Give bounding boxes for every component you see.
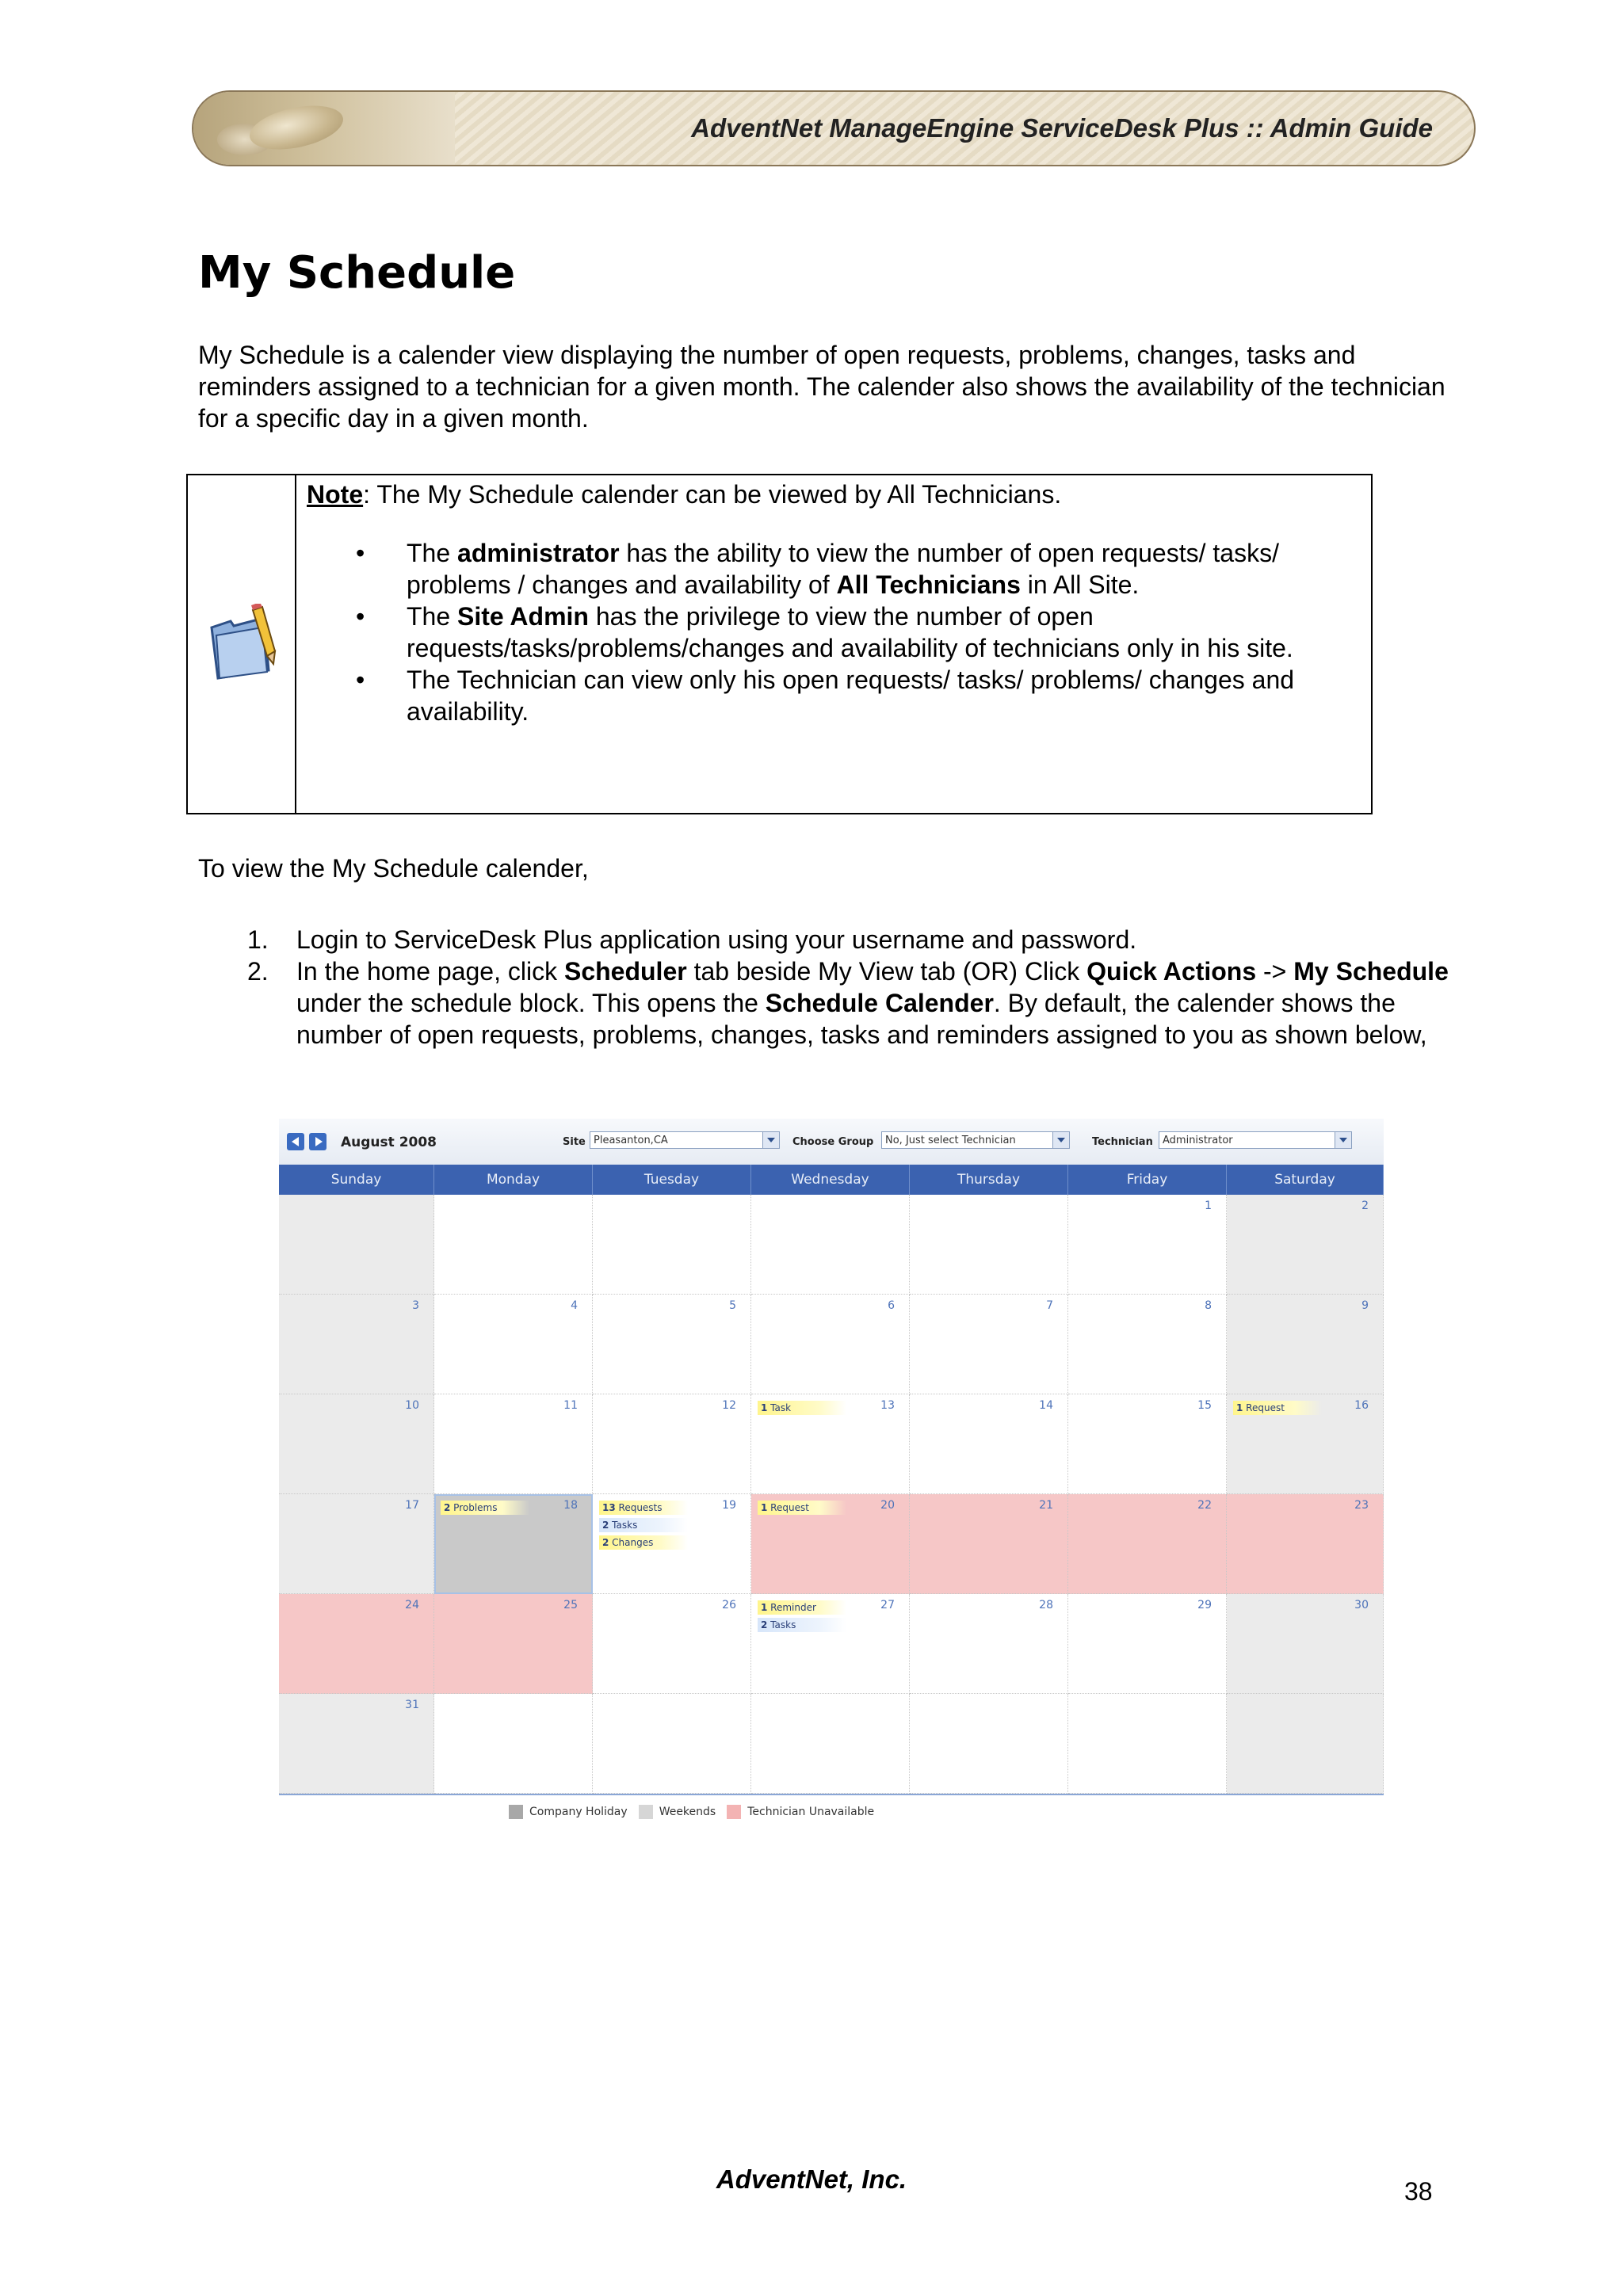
group-select[interactable]: [881, 1131, 1070, 1149]
site-select[interactable]: [590, 1131, 780, 1149]
day-number: 1: [1205, 1199, 1212, 1212]
day-number: 17: [405, 1499, 419, 1512]
calendar-day-cell[interactable]: [1068, 1694, 1227, 1794]
schedule-calendar: [279, 1119, 1384, 1824]
day-number: 8: [1205, 1299, 1212, 1312]
calendar-day-cell[interactable]: [593, 1594, 751, 1694]
calendar-day-cell[interactable]: [279, 1494, 434, 1594]
calendar-day-cell[interactable]: [434, 1694, 593, 1794]
legend-swatch: [509, 1805, 523, 1819]
calendar-day-cell[interactable]: [593, 1694, 751, 1794]
day-number: 27: [880, 1599, 895, 1611]
badge-label: Reminder: [767, 1602, 816, 1613]
note-bullet: [307, 601, 1355, 664]
calendar-day-cell[interactable]: [279, 1295, 434, 1394]
day-number: 24: [405, 1599, 419, 1611]
badge-count: 2: [444, 1502, 451, 1513]
badge-label: Tasks: [767, 1619, 796, 1630]
day-number: 18: [563, 1499, 578, 1512]
step-bold-term: Scheduler: [563, 957, 687, 986]
schedule-count-badge[interactable]: [758, 1618, 846, 1632]
calendar-grid: [279, 1195, 1384, 1794]
day-number: 20: [880, 1499, 895, 1512]
note-bullet: [307, 537, 1355, 601]
day-number: 10: [405, 1399, 419, 1412]
calendar-day-cell[interactable]: [279, 1394, 434, 1494]
badge-count: 1: [761, 1502, 768, 1513]
calendar-day-cell[interactable]: [593, 1295, 751, 1394]
weekday-friday: Friday: [1068, 1165, 1227, 1195]
chevron-down-icon: [1052, 1132, 1069, 1148]
step-text-run: under the schedule block. This opens the: [296, 989, 766, 1017]
step-item: [198, 924, 1450, 955]
group-label: Choose Group: [792, 1136, 874, 1148]
step-bold-term: My Schedule: [1293, 957, 1449, 986]
page-title: My Schedule: [198, 247, 516, 299]
calendar-day-cell[interactable]: [1227, 1494, 1384, 1594]
site-label: Site: [563, 1136, 586, 1148]
calendar-day-cell[interactable]: [1068, 1195, 1227, 1295]
step-text-run: . By default, the calender shows the number of open requests, problems, changes, tasks and reminders assigned to you as shown below,: [296, 989, 1427, 1049]
day-number: 23: [1354, 1499, 1369, 1512]
calendar-day-cell[interactable]: [434, 1494, 593, 1594]
day-number: 9: [1361, 1299, 1369, 1312]
day-number: 13: [880, 1399, 895, 1412]
footer-company: AdventNet, Inc.: [716, 2164, 907, 2194]
note-heading-text: : The My Schedule calender can be viewed by All Technicians.: [363, 480, 1062, 509]
previous-month-button[interactable]: [287, 1133, 304, 1150]
badge-count: 2: [602, 1520, 609, 1531]
weekday-sunday: Sunday: [279, 1165, 434, 1195]
note-text-run: in All Site.: [1020, 570, 1140, 599]
weekday-thursday: Thursday: [910, 1165, 1068, 1195]
note-bold-term: Site Admin: [457, 602, 589, 631]
badge-count: 2: [602, 1537, 609, 1548]
day-number: 7: [1046, 1299, 1053, 1312]
day-number: 31: [405, 1699, 419, 1711]
calendar-day-cell[interactable]: [751, 1494, 910, 1594]
step-text-run: Login to ServiceDesk Plus application using your username and password.: [296, 925, 1137, 954]
calendar-day-cell[interactable]: [751, 1295, 910, 1394]
day-number: 15: [1197, 1399, 1212, 1412]
weekday-tuesday: Tuesday: [593, 1165, 751, 1195]
day-number: 2: [1361, 1199, 1369, 1212]
calendar-day-cell[interactable]: [434, 1195, 593, 1295]
badge-label: Request: [767, 1502, 809, 1513]
schedule-count-badge[interactable]: [599, 1501, 688, 1515]
calendar-day-cell[interactable]: [1227, 1295, 1384, 1394]
calendar-day-cell[interactable]: [279, 1195, 434, 1295]
badge-count: 2: [761, 1619, 768, 1630]
note-pencil-folder-icon: [207, 604, 278, 683]
calendar-day-cell[interactable]: [1227, 1394, 1384, 1494]
chevron-down-icon: [762, 1132, 779, 1148]
calendar-day-cell[interactable]: [910, 1195, 1068, 1295]
badge-label: Requests: [615, 1502, 663, 1513]
note-bold-term: All Technicians: [836, 570, 1021, 599]
technician-label: Technician: [1092, 1136, 1153, 1148]
note-text-run: has the ability to view the number of open requests/ tasks/ problems / changes and availability of: [407, 539, 1279, 599]
note-text-run: The: [407, 602, 458, 631]
legend-label: Technician Unavailable: [747, 1806, 875, 1818]
note-heading: [307, 479, 1355, 510]
legend-item: [727, 1805, 874, 1819]
calendar-day-cell[interactable]: [910, 1295, 1068, 1394]
calendar-day-cell[interactable]: [1068, 1394, 1227, 1494]
schedule-count-badge[interactable]: [1233, 1401, 1322, 1415]
note-box: [186, 474, 1373, 814]
calendar-day-cell[interactable]: [751, 1594, 910, 1694]
header-banner: [192, 90, 1476, 166]
site-select-value: Pleasanton,CA: [594, 1135, 668, 1146]
badge-count: 1: [1236, 1402, 1243, 1413]
note-bold-term: administrator: [457, 539, 620, 567]
calendar-toolbar: [279, 1119, 1384, 1165]
badge-count: 13: [602, 1502, 616, 1513]
day-number: 26: [722, 1599, 736, 1611]
step-bold-term: Quick Actions: [1086, 957, 1257, 986]
day-number: 21: [1039, 1499, 1053, 1512]
day-number: 30: [1354, 1599, 1369, 1611]
calendar-day-cell[interactable]: [751, 1195, 910, 1295]
technician-select[interactable]: [1159, 1131, 1352, 1149]
day-number: 16: [1354, 1399, 1369, 1412]
day-number: 12: [722, 1399, 736, 1412]
day-number: 14: [1039, 1399, 1053, 1412]
calendar-day-cell[interactable]: [279, 1594, 434, 1694]
calendar-day-cell[interactable]: [593, 1195, 751, 1295]
badge-label: Changes: [609, 1537, 654, 1548]
calendar-day-cell[interactable]: [593, 1394, 751, 1494]
day-number: 5: [729, 1299, 736, 1312]
calendar-day-cell[interactable]: [910, 1594, 1068, 1694]
weekday-header: [279, 1165, 1384, 1195]
note-text-run: has the privilege to view the number of open requests/tasks/problems/changes and availability of technicians only in his site.: [407, 602, 1293, 662]
day-number: 19: [722, 1499, 736, 1512]
schedule-count-badge[interactable]: [441, 1501, 529, 1515]
steps-list: [198, 924, 1450, 1051]
to-view-text: To view the My Schedule calender,: [198, 854, 589, 883]
day-number: 28: [1039, 1599, 1053, 1611]
legend-label: Company Holiday: [529, 1806, 628, 1818]
schedule-count-badge[interactable]: [758, 1600, 846, 1615]
schedule-count-badge[interactable]: [599, 1518, 688, 1532]
page-number: 38: [1404, 2177, 1433, 2206]
calendar-day-cell[interactable]: [751, 1394, 910, 1494]
step-text-run: ->: [1256, 957, 1294, 986]
step-number: 2.: [247, 957, 269, 986]
calendar-day-cell[interactable]: [1068, 1594, 1227, 1694]
calendar-day-cell[interactable]: [593, 1494, 751, 1594]
schedule-count-badge[interactable]: [758, 1401, 846, 1415]
note-text-run: The Technician can view only his open requests/ tasks/ problems/ changes and availability.: [407, 666, 1295, 726]
day-number: 11: [563, 1399, 578, 1412]
legend-swatch: [639, 1805, 653, 1819]
banner-shell-image: [193, 92, 455, 165]
schedule-count-badge[interactable]: [758, 1501, 846, 1515]
schedule-count-badge[interactable]: [599, 1535, 688, 1550]
day-number: 4: [571, 1299, 578, 1312]
weekday-wednesday: Wednesday: [751, 1165, 910, 1195]
weekday-monday: Monday: [434, 1165, 593, 1195]
calendar-day-cell[interactable]: [279, 1694, 434, 1794]
calendar-day-cell[interactable]: [910, 1694, 1068, 1794]
badge-count: 1: [761, 1602, 768, 1613]
calendar-day-cell[interactable]: [751, 1694, 910, 1794]
technician-select-value: Administrator: [1163, 1135, 1233, 1146]
day-number: 6: [888, 1299, 895, 1312]
legend-item: [639, 1805, 716, 1819]
note-text: [307, 475, 1355, 727]
calendar-legend: [509, 1805, 885, 1819]
day-number: 25: [563, 1599, 578, 1611]
calendar-day-cell[interactable]: [910, 1494, 1068, 1594]
day-number: 3: [412, 1299, 419, 1312]
weekday-saturday: Saturday: [1227, 1165, 1384, 1195]
legend-label: Weekends: [659, 1806, 716, 1818]
next-month-button[interactable]: [309, 1133, 327, 1150]
chevron-down-icon: [1335, 1132, 1351, 1148]
badge-label: Request: [1243, 1402, 1285, 1413]
note-label: Note: [307, 480, 364, 509]
step-text-run: In the home page, click: [296, 957, 564, 986]
badge-label: Tasks: [609, 1520, 638, 1531]
calendar-day-cell[interactable]: [434, 1394, 593, 1494]
badge-label: Problems: [450, 1502, 498, 1513]
note-bullet-list: [307, 537, 1355, 727]
calendar-day-cell[interactable]: [434, 1295, 593, 1394]
calendar-day-cell[interactable]: [1227, 1594, 1384, 1694]
calendar-day-cell[interactable]: [1227, 1195, 1384, 1295]
intro-paragraph: My Schedule is a calender view displaying the number of open requests, problems, changes, tasks and reminders assigned to a technician for a given month. The calender also shows the availability of the technician for a specific day in a given month.: [198, 341, 1445, 433]
badge-count: 1: [761, 1402, 768, 1413]
step-bold-term: Schedule Calender: [765, 989, 994, 1017]
calendar-day-cell[interactable]: [434, 1594, 593, 1694]
calendar-day-cell[interactable]: [1068, 1494, 1227, 1594]
calendar-month-label: August 2008: [341, 1135, 437, 1150]
step-item: [198, 955, 1450, 1051]
legend-item: [509, 1805, 628, 1819]
note-bullet: [307, 664, 1355, 727]
day-number: 29: [1197, 1599, 1212, 1611]
day-number: 22: [1197, 1499, 1212, 1512]
header-title: AdventNet ManageEngine ServiceDesk Plus :: Admin Guide: [691, 113, 1433, 143]
badge-label: Task: [767, 1402, 792, 1413]
group-select-value: No, Just select Technician: [885, 1135, 1016, 1146]
step-text-run: tab beside My View tab (OR) Click: [686, 957, 1087, 986]
calendar-day-cell[interactable]: [910, 1394, 1068, 1494]
legend-swatch: [727, 1805, 741, 1819]
note-icon-cell: [188, 475, 296, 813]
step-number: 1.: [247, 925, 269, 954]
note-text-run: The: [407, 539, 458, 567]
calendar-day-cell[interactable]: [1227, 1694, 1384, 1794]
calendar-bottom-border: [279, 1794, 1384, 1795]
calendar-day-cell[interactable]: [1068, 1295, 1227, 1394]
